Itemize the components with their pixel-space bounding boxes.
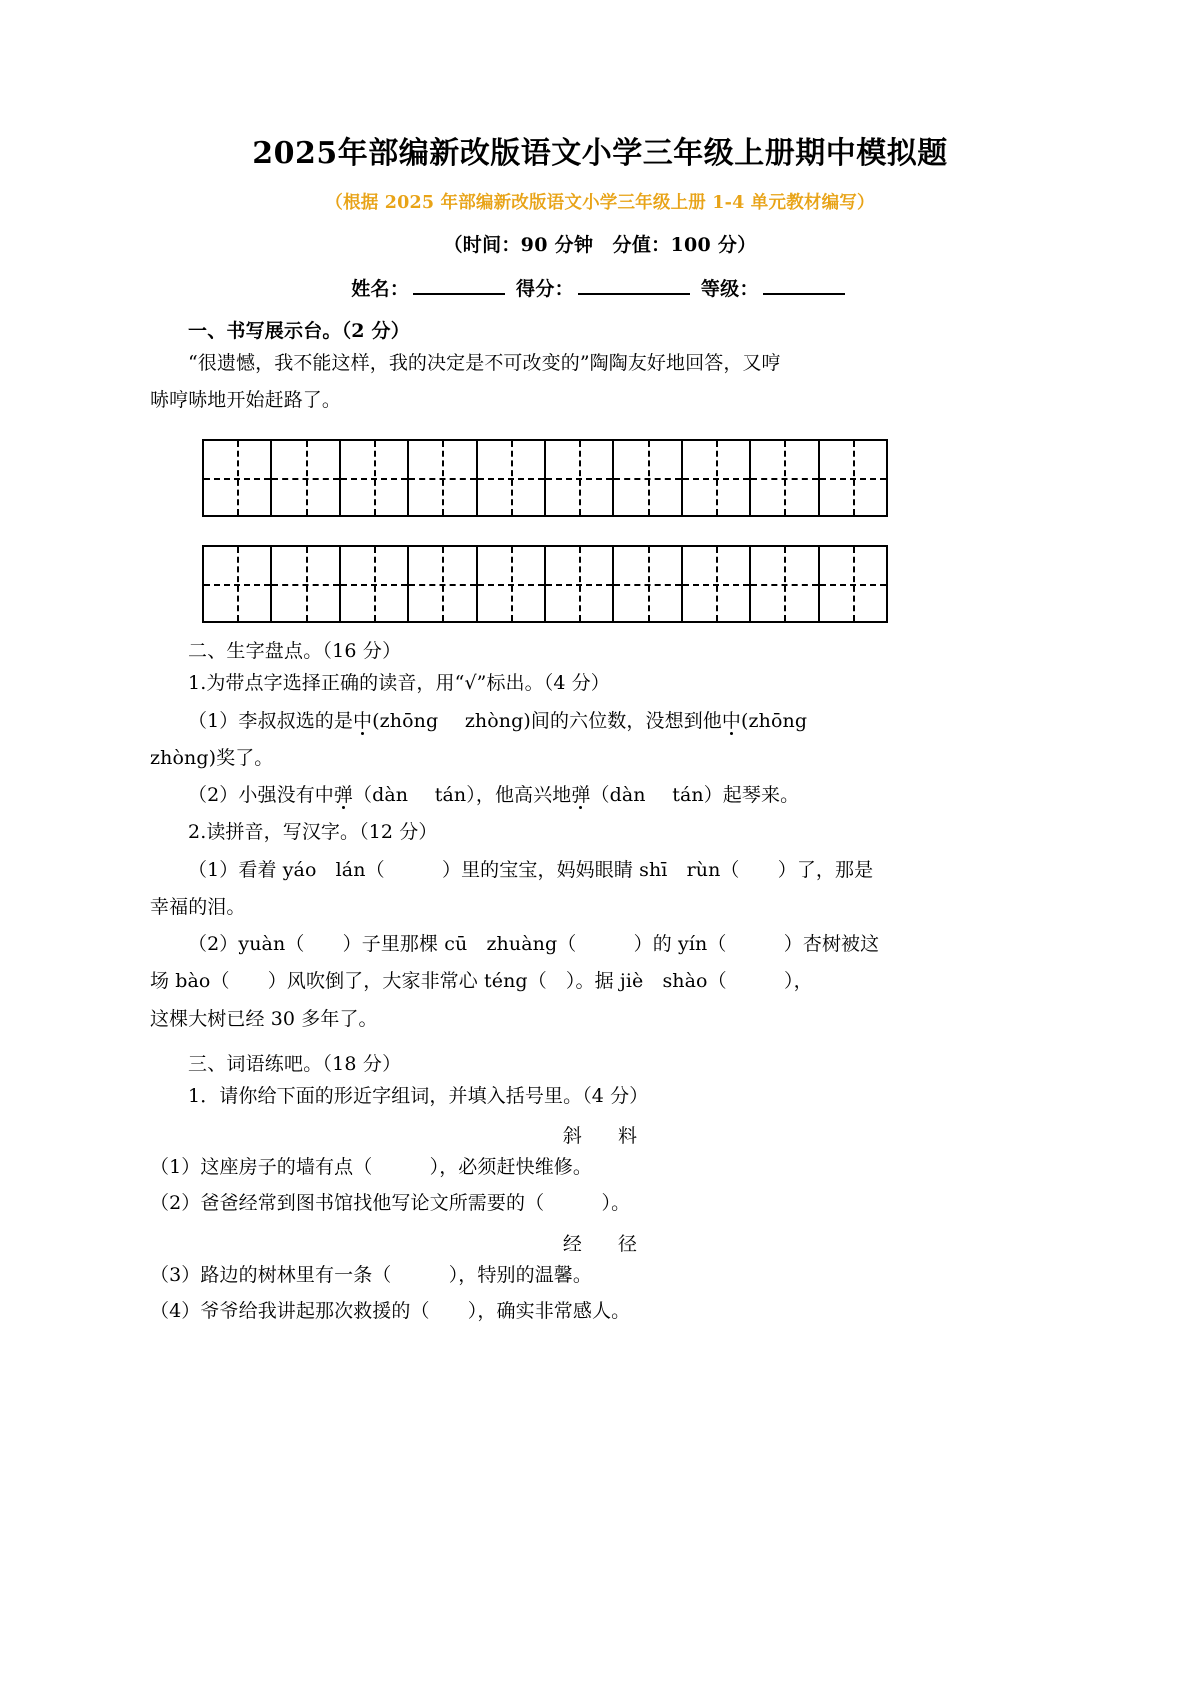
section-3-q1-prompt: 1．请你给下面的形近字组词，并填入括号里。（4 分） [188,1084,649,1107]
student-info-fields [150,273,1050,301]
name-input-blank[interactable] [413,273,505,295]
pinyin-option-a[interactable]: （dàn [590,784,646,807]
dotted-char: 弹 [333,784,354,807]
tianzige-cell[interactable] [820,547,886,621]
section-2-q2-prompt: 2.读拼音，写汉字。（12 分） [188,821,438,844]
pinyin-option-a[interactable]: (zhōng [741,709,808,732]
similar-char-group-1 [150,1121,1050,1148]
similar-char-b: 料 [618,1125,638,1148]
similar-char-group-2 [150,1229,1050,1256]
pinyin-option-a[interactable]: (zhōng [372,709,439,732]
similar-char-a: 经 [562,1232,582,1255]
tianzige-cell[interactable] [751,547,819,621]
tianzige-cell[interactable] [478,547,546,621]
tianzige-cell[interactable] [341,547,409,621]
similar-char-a: 斜 [562,1125,582,1148]
exam-meta-info: （时间：90 分钟 分值：100 分） [443,234,757,256]
section-1-body-line-1: “很遗憾，我不能这样，我的决定是不可改变的”陶陶友好地回答，又哼 [188,351,781,374]
section-2-q1-item-1 [150,705,1050,738]
tianzige-cell[interactable] [546,547,614,621]
page-content [150,0,1050,1328]
score-input-blank[interactable] [578,273,690,295]
item-number: （2） [188,784,239,807]
tianzige-cell[interactable] [409,441,477,515]
writing-grid-area [202,439,1050,623]
grade-label: 等级： [700,277,759,300]
section-3-q1-item-4[interactable]: （4）爷爷给我讲起那次救援的（ ），确实非常感人。 [150,1299,631,1322]
tianzige-cell[interactable] [409,547,477,621]
tianzige-cell[interactable] [751,441,819,515]
grade-input-blank[interactable] [763,273,845,295]
tianzige-cell[interactable] [546,441,614,515]
section-3-q1-item-1[interactable]: （1）这座房子的墙有点（ ），必须赶快维修。 [150,1156,592,1179]
pinyin-option-b[interactable]: zhòng)奖了。 [150,746,274,769]
similar-char-b: 径 [618,1232,638,1255]
section-3-q1-item-2[interactable]: （2）爸爸经常到图书馆找他写论文所需要的（ ）。 [150,1192,631,1215]
pinyin-option-b[interactable]: tán）起琴来。 [672,784,800,807]
tianzige-cell[interactable] [341,441,409,515]
section-2-q2-line-5: 这棵大树已经 30 多年了。 [150,1007,378,1030]
pinyin-option-a[interactable]: （dàn [353,784,409,807]
tianzige-cell[interactable] [683,441,751,515]
name-label: 姓名： [351,277,410,300]
section-2-q2-line-3[interactable]: （2）yuàn（ ）子里那棵 cū zhuàng（ ）的 yín（ ）杏树被这 [188,933,880,956]
page-subtitle: （根据 2025 年部编新改版语文小学三年级上册 1-4 单元教材编写） [325,193,875,213]
dotted-char: 弹 [571,784,591,807]
tianzige-cell[interactable] [478,441,546,515]
item-text-part: 小强没有中 [238,784,334,807]
tianzige-cell[interactable] [820,441,886,515]
tianzige-grid-row-1[interactable] [202,439,888,517]
tianzige-cell[interactable] [614,441,682,515]
pinyin-option-b[interactable]: tán），他高兴地 [434,784,572,807]
item-text-part: 李叔叔选的是 [238,709,353,732]
score-label: 得分： [516,277,574,300]
tianzige-cell[interactable] [204,441,272,515]
dotted-char: 中 [721,709,742,732]
tianzige-cell[interactable] [683,547,751,621]
tianzige-cell[interactable] [272,441,340,515]
section-2-q2-line-4[interactable]: 场 bào（ ）风吹倒了，大家非常心 téng（ ）。据 jiè shào（ ）， [150,970,813,993]
section-1-body-line-2: 哧哼哧地开始赶路了。 [150,389,342,412]
section-2-q2-line-2: 幸福的泪。 [150,895,246,918]
section-2-q2-line-1[interactable]: （1）看着 yáo lán（ ）里的宝宝，妈妈眼睛 shī rùn（ ）了，那是 [188,858,874,881]
section-3-q1-item-3[interactable]: （3）路边的树林里有一条（ ），特别的温馨。 [150,1263,592,1286]
pinyin-option-b[interactable]: zhòng)间的六位数，没想到他 [464,709,722,732]
dotted-char: 中 [353,709,373,732]
tianzige-grid-row-2[interactable] [202,545,888,623]
section-heading-3: 三、词语练吧。（18 分） [188,1052,402,1075]
section-2-q1-item-1-cont [150,742,1050,775]
page-title: 2025年部编新改版语文小学三年级上册期中模拟题 [252,136,948,171]
item-number: （1） [188,709,239,732]
tianzige-cell[interactable] [614,547,682,621]
section-heading-1: 一、书写展示台。（2 分） [188,319,410,342]
section-heading-2: 二、生字盘点。（16 分） [188,640,402,663]
section-2-q1-item-2 [150,779,1050,812]
tianzige-cell[interactable] [204,547,272,621]
tianzige-cell[interactable] [272,547,340,621]
section-2-q1-prompt: 1.为带点字选择正确的读音，用“√”标出。（4 分） [188,672,610,695]
